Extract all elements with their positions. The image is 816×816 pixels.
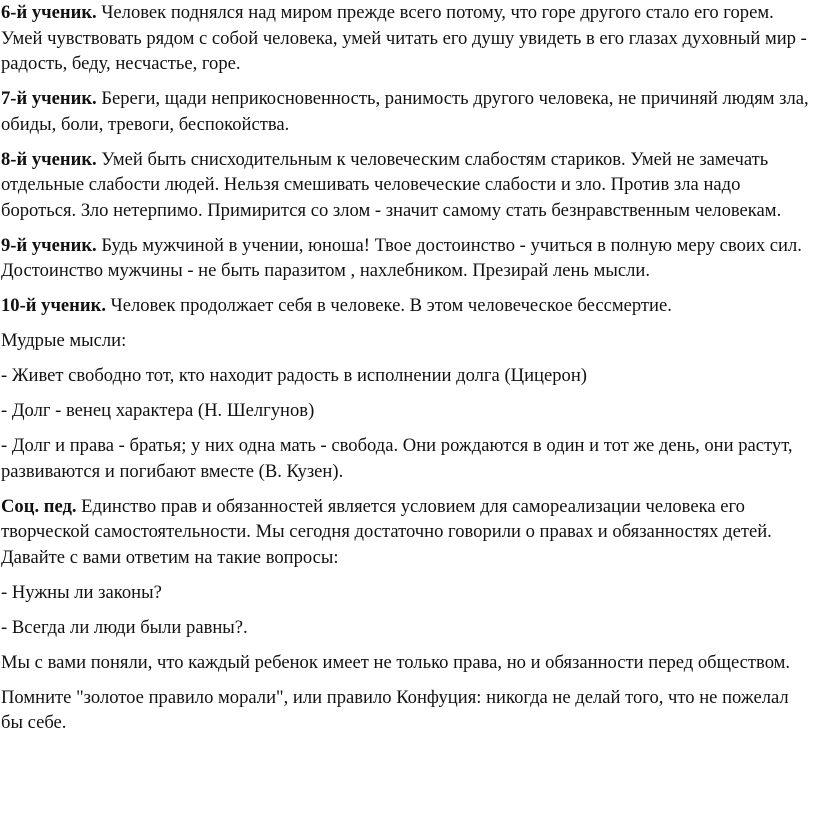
- paragraph-text: Береги, щади неприкосновенность, ранимость другого человека, не причиняй людям зла, обиды, боли, тревоги, беспокойства.: [1, 88, 809, 135]
- paragraph-quote-cousin: [1, 433, 810, 484]
- paragraph-student-10: [1, 293, 810, 319]
- paragraph-quote-cicero: [1, 363, 810, 389]
- speaker-label: Соц. пед.: [1, 495, 77, 517]
- paragraph-quote-shelgunov: [1, 398, 810, 424]
- paragraph-text: Человек поднялся над миром прежде всего потому, что горе другого стало его горем. Умей чувствовать рядом с собой человека, умей читать его душу увидеть в его глазах духовный мир - радость, беду, несчастье, горе.: [1, 2, 807, 74]
- paragraph-text: Человек продолжает себя в человеке. В этом человеческое бессмертие.: [105, 295, 672, 316]
- paragraph-text: Мудрые мысли:: [1, 330, 127, 351]
- paragraph-text: - Долг - венец характера (Н. Шелгунов): [1, 400, 315, 421]
- speaker-label: 8-й ученик.: [1, 148, 97, 170]
- paragraph-student-8: [1, 147, 810, 224]
- paragraph-question-equality: [1, 615, 810, 641]
- paragraph-student-7: [1, 86, 810, 137]
- speaker-label: 7-й ученик.: [1, 88, 97, 109]
- paragraph-text: - Живет свободно тот, кто находит радость в исполнении долга (Цицерон): [1, 365, 587, 386]
- paragraph-wise-thoughts-heading: [1, 328, 810, 354]
- paragraph-question-laws: [1, 580, 810, 606]
- paragraph-text: Умей быть снисходительным к человеческим слабостям стариков. Умей не замечать отдельные слабости людей. Нельзя смешивать человеческие слабости и зло. Против зла надо бороться. Зло нетерпимо. Примирится со злом - значит самому стать безнравственным человекам.: [1, 148, 782, 221]
- speaker-label: 6-й ученик.: [1, 2, 97, 23]
- paragraph-text: Мы с вами поняли, что каждый ребенок имеет не только права, но и обязанности перед обществом.: [1, 651, 791, 673]
- paragraph-text: Единство прав и обязанностей является условием для самореализации человека его творческой самостоятельности. Мы сегодня достаточно говорили о правах и обязанностях детей. Давайте с вами ответим на такие вопросы:: [1, 495, 772, 568]
- paragraph-text: - Нужны ли законы?: [1, 581, 162, 603]
- paragraph-rights-duties: [1, 650, 810, 676]
- paragraph-text: - Долг и права - братья; у них одна мать - свобода. Они рождаются в один и тот же день, они растут, развиваются и погибают вместе (В. Кузен).: [1, 435, 793, 482]
- paragraph-student-6: [1, 0, 810, 77]
- speaker-label: 10-й ученик.: [1, 295, 106, 316]
- paragraph-text: - Всегда ли люди были равны?.: [1, 616, 248, 638]
- paragraph-text: Будь мужчиной в учении, юноша! Твое достоинство - учиться в полную меру своих сил. Достоинство мужчины - не быть паразитом , нахлебником. Презирай лень мысли.: [1, 234, 802, 281]
- paragraph-student-9: [1, 233, 810, 284]
- paragraph-text: Помните "золотое правило морали", или правило Конфуция: никогда не делай того, что не пожелал бы себе.: [1, 686, 789, 733]
- speaker-label: 9-й ученик.: [1, 234, 97, 256]
- paragraph-social-pedagogue: [1, 494, 810, 571]
- paragraph-golden-rule: [1, 685, 810, 736]
